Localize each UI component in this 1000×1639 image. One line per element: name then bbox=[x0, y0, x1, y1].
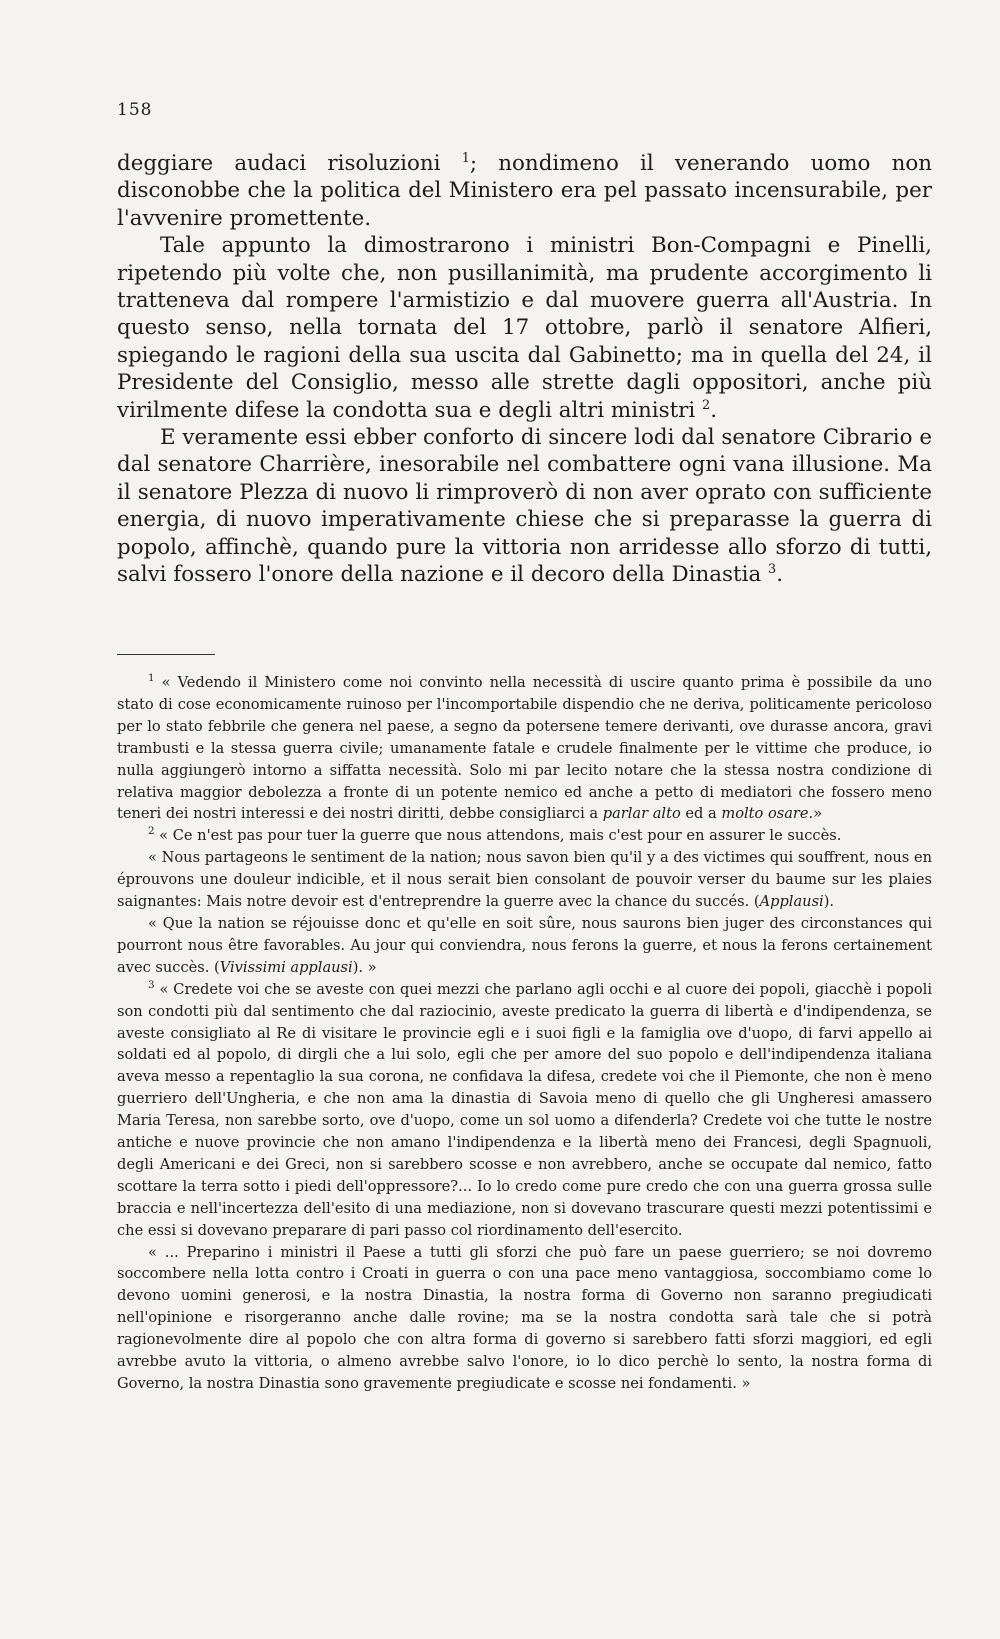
footnote-italic: Vivissimi applausi bbox=[219, 958, 353, 976]
footnote-2 bbox=[117, 825, 932, 847]
paragraph-text-after: ; nondimeno il venerando uomo non disconobbe che la politica del Ministero era pel passato incensurabile, per l'avvenire promettente. bbox=[117, 151, 932, 231]
paragraph-1 bbox=[117, 150, 932, 232]
footnote-mark: 2 bbox=[148, 826, 155, 838]
footnote-italic: parlar alto bbox=[602, 805, 681, 823]
footnote-1 bbox=[117, 672, 932, 825]
page-number: 158 bbox=[117, 100, 153, 120]
paragraph-text-after: . bbox=[710, 397, 718, 423]
footnote-ref-2: 2 bbox=[702, 397, 711, 413]
footnote-text: » bbox=[813, 805, 823, 823]
footnote-text: « Ce n'est pas pour tuer la guerre que nous attendons, mais c'est pour en assurer le succès. bbox=[159, 827, 842, 845]
footnote-text: « Que la nation se réjouisse donc et qu'elle en soit sûre, nous saurons bien juger des circonstances qui pourront nous être favorables. Au jour qui conviendra, nous ferons la guerre, et nous la ferons certainement avec succès. ( bbox=[117, 914, 932, 976]
paragraph-2 bbox=[117, 232, 932, 424]
footnote-italic: molto osare. bbox=[721, 805, 814, 823]
footnote-text: « Nous partageons le sentiment de la nation; nous savon bien qu'il y a des victimes qui souffrent, nous en éprouvons une douleur indicible, et il nous serait bien consolant de pouvoir verser du baume sur les plaies saignantes: Mais notre devoir est d'entreprendre la guerre avec la chance du succés. ( bbox=[117, 849, 932, 911]
footnote-text: « Credete voi che se aveste con quei mezzi che parlano agli occhi e al cuore dei popoli, giacchè i popoli son condotti più dal sentimento che dal raziocinio, aveste predicato la guerra di libertà e d'indipendenza, se aveste consigliato al Re di visitare le provincie egli e i suoi figli e la famiglia ove d'uopo, di farvi appello ai soldati ed al popolo, di dirgli che a lui solo, egli che per amore del suo popolo e dell'indipendenza italiana aveva messo a repentaglio la sua corona, ne confidava la difesa, credete voi che il Piemonte, che non è meno guerriero dell'Ungheria, e che non ama la dinastia di Savoia meno di quello che gli Ungheresi amassero Maria Teresa, non sarebbe sorto, ove d'uopo, come un sol uomo a difenderla? Credete voi che tutte le nostre antiche e nuove provincie che non amano l'indipendenza e la libertà meno dei Francesi, degli Spagnuoli, degli Americani e dei Greci, non si sarebbero scosse e non avrebbero, anche se occupate dal nemico, fatto scottare la terra sotto i piedi dell'oppressore?... Io lo credo come pure credo che con una guerra grossa sulle braccia e nell'incertezza dell'esito di una mediazione, non si dovevano trascurare questi mezzi potentissimi e che essi si dovevano preparare di pari passo col riordinamento dell'esercito. bbox=[117, 980, 932, 1239]
footnote-ref-1: 1 bbox=[461, 150, 470, 166]
footnote-text: ). » bbox=[352, 958, 377, 976]
paragraph-3 bbox=[117, 424, 932, 588]
footnote-ref-3: 3 bbox=[768, 561, 777, 577]
footnote-divider bbox=[117, 654, 215, 655]
main-text bbox=[117, 150, 932, 589]
paragraph-text: Tale appunto la dimostrarono i ministri Bon-Compagni e Pinelli, ripetendo più volte che, non pusillanimità, ma prudente accorgimento li tratteneva dal rompere l'armistizio e dal muovere guerra all'Austria. In questo senso, nella tornata del 17 ottobre, parlò il senatore Alfieri, spiegando le ragioni della sua uscita dal Gabinetto; ma in quella del 24, il Presidente del Consiglio, messo alle strette dagli oppositori, anche più virilmente difese la condotta sua e degli altri ministri bbox=[117, 233, 932, 423]
footnote-3 bbox=[117, 979, 932, 1242]
footnote-2-continued bbox=[117, 847, 932, 913]
paragraph-text-after: . bbox=[776, 562, 784, 588]
footnote-3-continued bbox=[117, 1242, 932, 1395]
footnote-text: « ... Preparino i ministri il Paese a tutti gli sforzi che può fare un paese guerriero; se noi dovremo soccombere nella lotta contro i Croati in guerra o con una pace meno vantaggiosa, soccombiamo come lo devono uomini generosi, e la nostra Dinastia, la nostra forma di Governo non saranno pregiudicati nell'opinione e risorgeranno anche dalle rovine; ma se la nostra condotta sarà tale che si potrà ragionevolmente dire al popolo che con altra forma di governo si sarebbero fatti sforzi maggiori, ed egli avrebbe avuto la vittoria, o almeno avrebbe salvo l'onore, io lo dico perchè lo sento, la nostra forma di Governo, la nostra Dinastia sono gravemente pregiudicate e scosse nei fondamenti. » bbox=[117, 1243, 932, 1392]
footnote-text: ed a bbox=[685, 805, 717, 823]
footnote-mark: 3 bbox=[148, 979, 155, 991]
footnote-text: ). bbox=[823, 893, 835, 911]
footnote-text: « Vedendo il Ministero come noi convinto nella necessità di uscire quanto prima è possibile da uno stato di cose economicamente ruinoso per l'incomportabile dispendio che ne deriva, politicamente pericoloso per lo stato febbrile che genera nel paese, a segno da potersene temere derivanti, ove durasse ancora, gravi trambusti e la stessa guerra civile; umanamente fatale e crudele finalmente per le vittime che produce, io nulla aggiungerò intorno a siffatta necessità. Solo mi par lecito notare che la stessa nostra condizione di relativa maggior debolezza a fronte di un potente nemico ed anche a petto di mediatori che fossero meno teneri dei nostri interessi e dei nostri diritti, debbe consigliarci a bbox=[117, 674, 932, 823]
paragraph-text: E veramente essi ebber conforto di sincere lodi dal senatore Cibrario e dal senatore Charrière, inesorabile nel combattere ogni vana illusione. Ma il senatore Plezza di nuovo li rimproverò di non aver oprato con sufficiente energia, di nuovo imperativamente chiese che si preparasse la guerra di popolo, affinchè, quando pure la vittoria non arridesse allo sforzo di tutti, salvi fossero l'onore della nazione e il decoro della Dinastia bbox=[117, 425, 932, 588]
footnote-italic: Applausi bbox=[759, 893, 824, 911]
footnote-mark: 1 bbox=[148, 673, 155, 685]
footnote-2-continued bbox=[117, 913, 932, 979]
footnotes bbox=[117, 672, 932, 1395]
paragraph-text: deggiare audaci risoluzioni bbox=[117, 151, 441, 176]
